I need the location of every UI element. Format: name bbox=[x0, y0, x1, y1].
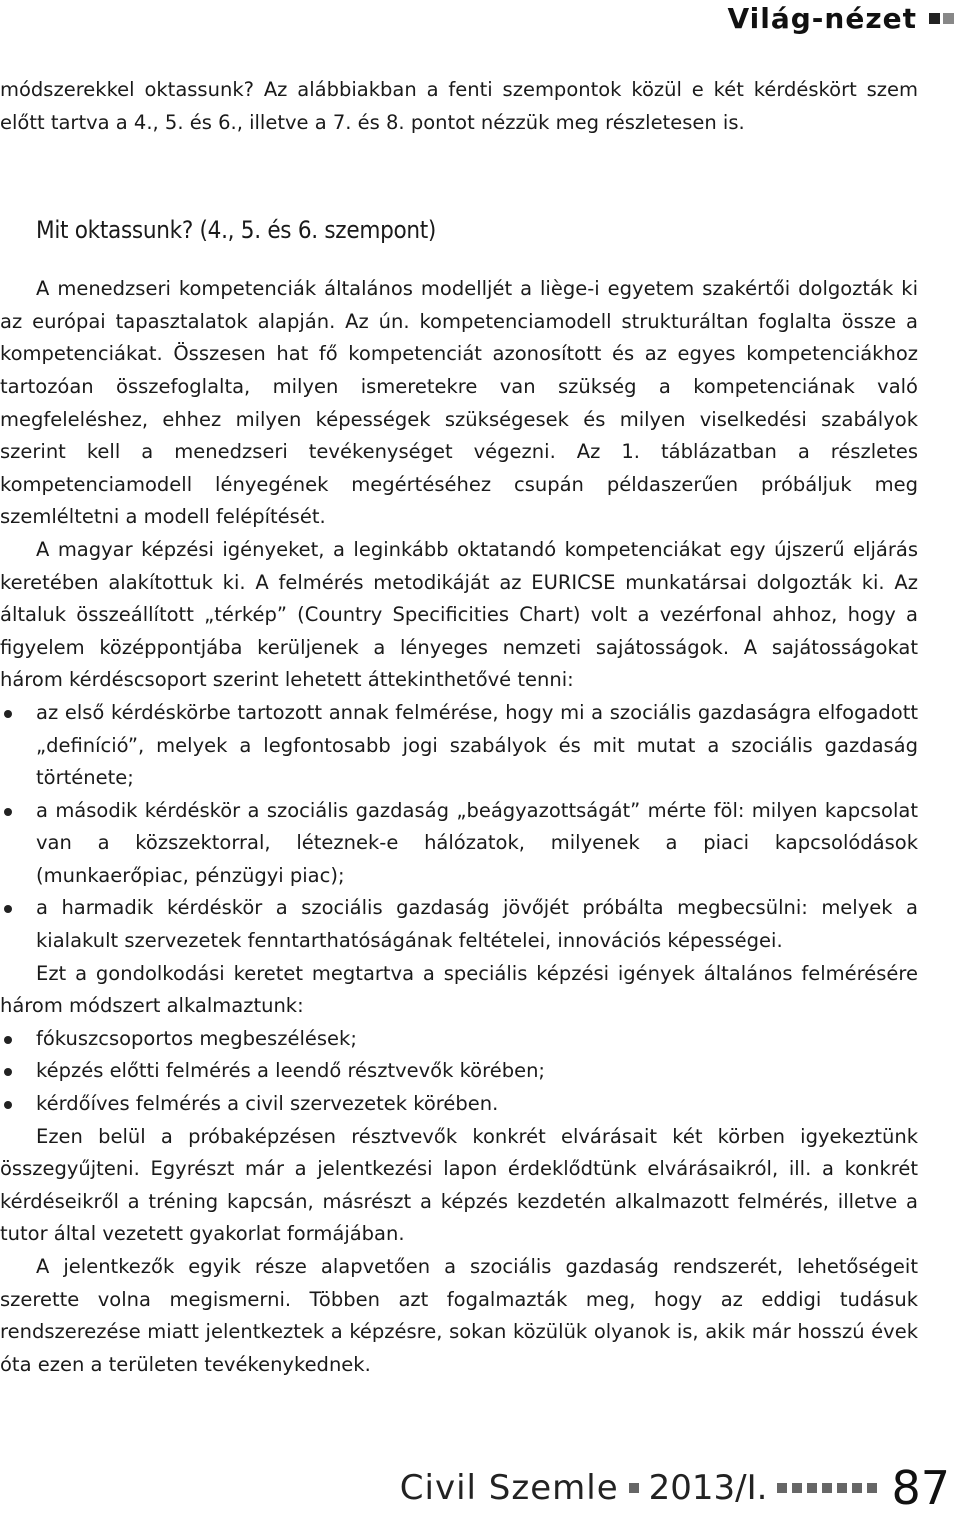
paragraph: A menedzseri kompetenciák általános modelljét a liège-i egyetem szakértői dolgozták ki az európai tapasztalatok alapján. Az ún. kompetenciamodell strukturáltan foglalta össze a kompetenciákat. Összesen hat fő kompetenciát azonosított és az egyes kompetenciákhoz tartozóan összefoglalta, milyen ismeretekre van szükség a kompetenciának való megfeleléshez, ehhez milyen képességek szükségesek és milyen viselkedési szabályok szerint kell a menedzseri tevékenységet végezni. Az 1. táblázatban a részletes kompetenciamodell lényegének megértéséhez csupán példaszerűen próbáljuk meg szemléltetni a modell felépítését. bbox=[0, 277, 918, 529]
header-squares bbox=[929, 13, 954, 24]
article-body bbox=[0, 74, 918, 1381]
square-icon bbox=[943, 13, 954, 24]
bullet-list bbox=[0, 1023, 918, 1121]
square-icon bbox=[852, 1483, 862, 1493]
square-icon bbox=[792, 1483, 802, 1493]
section-title: Világ-nézet bbox=[727, 1, 917, 35]
square-icon bbox=[837, 1483, 847, 1493]
footer-squares bbox=[777, 1483, 877, 1493]
bullet-list bbox=[0, 697, 918, 958]
list-item: az első kérdéskörbe tartozott annak felmérése, hogy mi a szociális gazdaságra elfogadott „definíció”, melyek a legfontosabb jogi szabályok és mit mutat a szociális gazdaság története; bbox=[0, 697, 918, 795]
square-icon bbox=[777, 1483, 787, 1493]
square-icon bbox=[629, 1483, 639, 1493]
paragraph: Ezt a gondolkodási keretet megtartva a speciális képzési igények általános felmérésére három módszert alkalmaztunk: bbox=[0, 961, 918, 1018]
list-item: fókuszcsoportos megbeszélések; bbox=[0, 1023, 918, 1056]
list-item: kérdőíves felmérés a civil szervezetek körében. bbox=[0, 1088, 918, 1121]
square-icon bbox=[867, 1483, 877, 1493]
paragraph: A jelentkezők egyik része alapvetően a szociális gazdaság rendszerét, lehetőségeit szerette volna megismerni. Többen azt fogalmazták meg, hogy az eddigi tudásuk rendszerezése miatt jelentkeztek a képzésre, sokan közülük olyanok is, akik már hosszú évek óta ezen a területen tevékenykednek. bbox=[0, 1255, 918, 1376]
square-icon bbox=[929, 13, 940, 24]
intro-paragraph: módszerekkel oktassunk? Az alábbiakban a fenti szempontok közül e két kérdéskört szem előtt tartva a 4., 5. és 6., illetve a 7. és 8. pontot nézzük meg részletesen is. bbox=[0, 78, 918, 134]
list-item: a második kérdéskör a szociális gazdaság „beágyazottságát” mérte föl: milyen kapcsolat van a közszektorral, léteznek-e hálózatok, milyenek a piaci kapcsolódások (munkaerőpiac, pénzügyi piac); bbox=[0, 795, 918, 893]
section-heading: Mit oktassunk? (4., 5. és 6. szempont) bbox=[36, 216, 437, 245]
list-item: a harmadik kérdéskör a szociális gazdaság jövőjét próbálta megbecsülni: melyek a kialakult szervezetek fenntarthatóságának feltételei, innovációs képességei. bbox=[0, 892, 918, 957]
page-footer bbox=[400, 1460, 950, 1516]
running-header bbox=[727, 0, 960, 36]
issue-number: 2013/I. bbox=[648, 1468, 768, 1508]
square-icon bbox=[807, 1483, 817, 1493]
square-icon bbox=[822, 1483, 832, 1493]
journal-title: Civil Szemle bbox=[399, 1468, 619, 1508]
paragraph: Ezen belül a próbaképzésen résztvevők konkrét elvárásait két körben igyekeztünk összegyűjteni. Egyrészt már a jelentkezési lapon érdeklődtünk elvárásaikról, ill. a konkrét kérdéseikről a tréning kapcsán, másrészt a képzés kezdetén alkalmazott felmérés, illetve a tutor által vezetett gyakorlat formájában. bbox=[0, 1124, 918, 1246]
list-item: képzés előtti felmérés a leendő résztvevők körében; bbox=[0, 1055, 918, 1088]
paragraph: A magyar képzési igényeket, a leginkább oktatandó kompetenciákat egy újszerű eljárás keretében alakítottuk ki. A felmérés metodikáját az EURICSE munkatársai dolgozták ki. Az általuk összeállított „térkép” (Country Specificities Chart) volt a vezérfonal ahhoz, hogy a figyelem középpontjába kerüljenek a lényeges nemzeti sajátosságok. A sajátosságokat három kérdéscsoport szerint lehetett áttekinthetővé tenni: bbox=[0, 537, 918, 692]
page-number: 87 bbox=[891, 1461, 950, 1515]
